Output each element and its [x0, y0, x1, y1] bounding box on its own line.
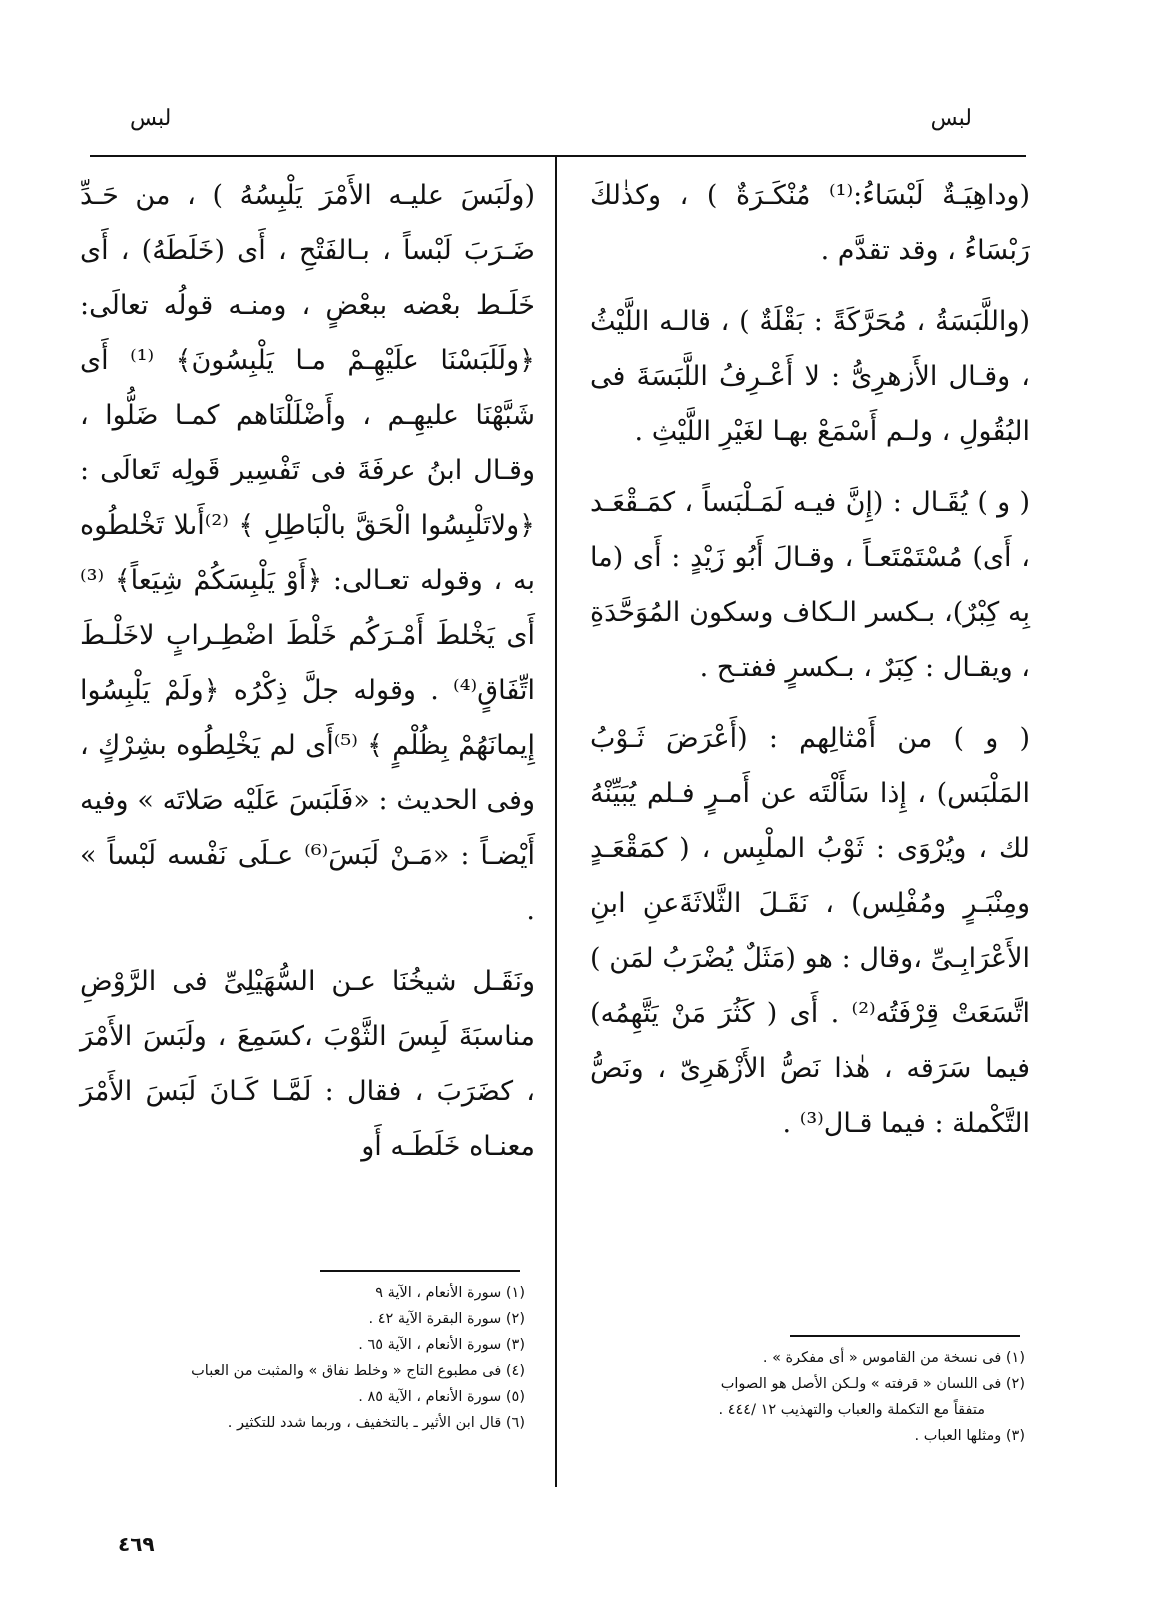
footnote: (٣) ومثلها العباب .	[914, 1428, 1025, 1444]
footnote-rule-right	[790, 1335, 1020, 1337]
footnote: (٢) فى اللسان « قرفته » ولـكن الأصل هو الصواب	[720, 1376, 1025, 1392]
running-header-right: لبس	[930, 106, 972, 131]
footnotes-left	[80, 1280, 525, 1436]
entry-paragraph: ( و ) من أَمْثالِهم : (أَعْرَضَ ثَـوْبُ المَلْبَس) ، إِذا سَأَلْتَه عن أَمـرٍ فـلم يُبَيِّنْهُ لك ، ويُرْوَى : ثَوْبُ الملْبِس ، ( كمَقْعَـدٍ ومِنْبَـرٍ ومُفْلِس) ، نَقَـلَ الثَّلاثَةَعنِ ابنِ الأَعْرَابِـىِّ ،وقال : هو (مَثَلٌ يُضْرَبُ لمَن ) اتَّسَعَتْ قِرْفَتُه⁽²⁾ . أَى ( كَثُرَ مَنْ يَتَّهِمُه) فيما سَرَقه ، هٰذا نَصُّ الأَزْهَرِىّ ، ونَصُّ التَّكْملة : فيما قـال⁽³⁾ .	[590, 723, 1030, 1139]
footnote-continuation: متفقاً مع التكملة والعباب والتهذيب ١٢ /٤٤٤ .	[718, 1402, 985, 1418]
entry-paragraph: (ولَبَسَ عليـه الأَمْرَ يَلْبِسُهُ ) ، من حَـدِّ ضَـرَبَ لَبْساً ، بـالفَتْحِ ، أَى (خَلَطَهُ) ، أَى خَلَـط بعْضه ببعْضٍ ، ومنـه قولُه تعالَى: ﴿ولَلَبَسْنَا علَيْهِـمْ مـا يَلْبِسُونَ﴾ ⁽¹⁾ أَى شَبَّهْنَا عليهِـم ، وأَضْلَلْنَاهم كمـا ضَلُّوا ، وقـال ابنُ عرفَةَ فى تَفْسِير قَولِه تَعالَى :﴿ولاتَلْبِسُوا الْحَقَّ بالْبَاطِلِ ﴾ ⁽²⁾أَىلا تَخْلطُوه به ، وقوله تعـالى: ﴿أَوْ يَلْبِسَكُمْ شِيَعاً﴾ ⁽³⁾ أَى يَخْلطَ أَمْـرَكُم خَلْطَ اضْطِـرابٍ لاخَلْـطَ اتِّفَاقٍ⁽⁴⁾ . وقوله جلَّ ذِكْرُه ﴿ولَمْ يَلْبِسُوا إِيمانَهُمْ بِظُلْمٍ ﴾ ⁽⁵⁾أَى لم يَخْلِطُوه بشِرْكٍ ، وفى الحديث : «فَلَبَسَ عَلَيْه صَلاتَه » وفيه أَيْضـاً : «مَـنْ لَبَسَ⁽⁶⁾ عـلَى نَفْسه لَبْساً » .	[80, 180, 535, 926]
running-header-left: لبس	[130, 106, 172, 131]
right-column	[590, 168, 1030, 1167]
footnote: (٦) قال ابن الأثير ـ بالتخفيف ، وربما شدد للتكثير .	[227, 1415, 525, 1431]
entry-paragraph: ونَقَـل شيخُنَا عـن السُّهَيْلِىِّ فى الرَّوْضِ مناسبَةَ لَبِسَ الثَّوْبَ ،كسَمِعَ ، ولَبَسَ الأَمْرَ ، كضَرَبَ ، فقال : لَمَّـا كَـانَ لَبَسَ الأَمْرَ معنـاه خَلَطَـه أَو	[80, 966, 535, 1162]
entry-paragraph: (وداهِيَـةٌ لَبْسَاءُ:⁽¹⁾ مُنْكَـرَةٌ ) ، وكذٰلكَ رَبْسَاءُ ، وقد تقدَّم .	[590, 180, 1031, 266]
footnote: (١) فى نسخة من القاموس « أى مفكرة » .	[762, 1350, 1025, 1366]
footnotes-right	[580, 1345, 1025, 1449]
left-column	[80, 168, 535, 1190]
footnote: (٢) سورة البقرة الآية ٤٢ .	[368, 1311, 525, 1327]
footnote: (٤) فى مطبوع التاج « وخلط نفاق » والمثبت من العباب	[191, 1363, 525, 1379]
footnote-rule-left	[320, 1270, 520, 1272]
entry-paragraph: (واللَّبَسَةُ ، مُحَرَّكَةً : بَقْلَةٌ ) ، قالـه اللَّيْثُ ، وقـال الأَزهرِىُّ : لا أَعْـرِفُ اللَّبَسَةَ فى البُقُولِ ، ولـم أَسْمَعْ بهـا لغَيْرِ اللَّيْثِ .	[590, 306, 1030, 447]
page-number: ٤٦٩	[118, 1532, 155, 1556]
entry-paragraph: ( و ) يُقَـال : (إِنَّ فيـه لَمَـلْبَساً ، كمَـقْعَـد ، أَى) مُسْتَمْتَعـاً ، وقـالَ أَبُو زَيْدٍ : أَى (ما بِه كِبْرٌ)، بـكسر الـكاف وسكون المُوَحَّدَةِ ، ويقـال : كِبَرٌ ، بـكسرٍ ففتـح .	[590, 487, 1030, 683]
footnote: (١) سورة الأنعام ، الآية ٩	[375, 1285, 525, 1301]
column-divider	[555, 157, 557, 1487]
footnote: (٣) سورة الأنعام ، الآية ٦٥ .	[358, 1337, 525, 1353]
header-rule	[90, 155, 1026, 157]
footnote: (٥) سورة الأنعام ، الآية ٨٥ .	[358, 1389, 525, 1405]
